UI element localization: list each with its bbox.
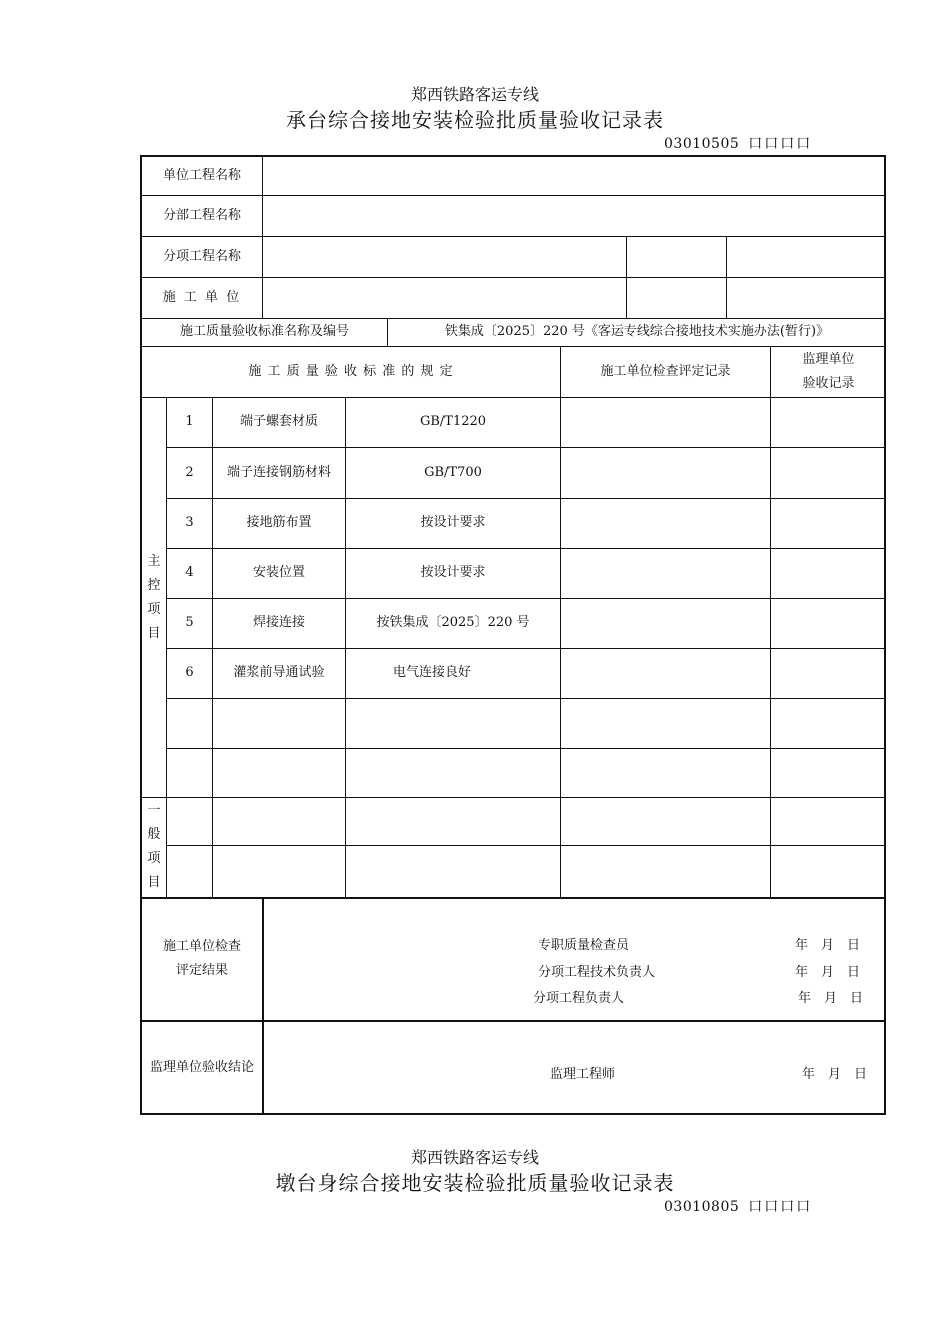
item-name: 端子连接钢筋材料 (226, 464, 331, 480)
item-standard: 按设计要求 (420, 515, 486, 530)
unit-project-field[interactable] (263, 157, 885, 195)
item-standard: GB/T700 (424, 464, 482, 480)
item-number: 6 (185, 665, 194, 680)
construction-unit-field[interactable] (263, 277, 625, 318)
subitem-project-field[interactable] (263, 236, 625, 277)
supervisor-conclusion-label: 监理单位验收结论 (149, 1059, 254, 1075)
form2-subtitle: 郑西铁路客运专线 (410, 1148, 539, 1167)
label-standard: 施工质量验收标准名称及编号 (179, 324, 349, 339)
item-number: 1 (185, 414, 194, 429)
header-criteria: 施 工 质 量 验 收 标 准 的 规 定 (248, 363, 454, 379)
item-number: 2 (185, 464, 194, 480)
form2-title: 墩台身综合接地安装检验批质量验收记录表 (275, 1171, 675, 1195)
general-label-char: 项 (147, 851, 161, 866)
label-subitem-project: 分项工程名称 (162, 248, 241, 264)
form1-code-boxes: 口口口口 (748, 136, 813, 152)
subitem-lead-label: 分项工程负责人 (533, 991, 625, 1006)
label-unit-project: 单位工程名称 (162, 168, 241, 183)
label-division-project: 分部工程名称 (162, 207, 241, 223)
form2-code-number: 03010805 (664, 1199, 740, 1215)
item-name: 端子螺套材质 (239, 414, 318, 429)
item-standard: 按铁集成〔2025〕220 号 (376, 615, 530, 630)
form2-code (664, 1196, 812, 1216)
general-label-char: 一 (147, 803, 161, 818)
supervising-engineer-label: 监理工程师 (550, 1067, 616, 1082)
item-name: 接地筋布置 (246, 515, 312, 530)
subitem-lead-date: 年 月 日 (798, 991, 864, 1006)
header-supervisor-record-line2: 验收记录 (802, 375, 855, 391)
item-standard: 电气连接良好 (392, 665, 471, 680)
item-number: 3 (185, 515, 194, 530)
general-items-label (142, 799, 166, 895)
standard-value: 铁集成〔2025〕220 号《客运专线综合接地技术实施办法(暂行)》 (444, 324, 830, 339)
contractor-result-label-line2: 评定结果 (175, 962, 228, 978)
supervising-engineer-date: 年 月 日 (802, 1067, 868, 1082)
header-supervisor-record (771, 346, 886, 397)
technical-lead-date: 年 月 日 (795, 965, 861, 980)
item-standard: GB/T1220 (419, 414, 487, 429)
item-name: 灌浆前导通试验 (233, 665, 325, 680)
form1-code-number: 03010505 (664, 136, 740, 152)
main-label-char: 控 (147, 578, 161, 593)
general-label-char: 目 (147, 875, 161, 890)
contractor-result-label-line1: 施工单位检查 (162, 938, 241, 954)
header-supervisor-record-line1: 监理单位 (802, 351, 855, 367)
header-contractor-record: 施工单位检查评定记录 (600, 363, 731, 379)
item-standard: 按设计要求 (420, 565, 486, 580)
item-number: 5 (185, 615, 194, 630)
main-label-char: 主 (147, 554, 161, 569)
form1-subtitle: 郑西铁路客运专线 (410, 85, 539, 104)
quality-inspector-date: 年 月 日 (795, 938, 861, 953)
general-label-char: 般 (147, 827, 161, 842)
main-control-items-label (142, 550, 166, 646)
form1-code (664, 133, 812, 153)
item-number: 4 (185, 565, 194, 580)
form1-title: 承台综合接地安装检验批质量验收记录表 (286, 108, 664, 132)
division-project-field[interactable] (263, 195, 885, 236)
item-name: 安装位置 (252, 565, 305, 580)
main-label-char: 项 (147, 602, 161, 617)
form1-table (140, 155, 886, 1115)
technical-lead-label: 分项工程技术负责人 (538, 965, 656, 980)
item-name: 焊接连接 (252, 615, 305, 630)
form2-code-boxes: 口口口口 (748, 1199, 813, 1215)
quality-inspector-label: 专职质量检查员 (538, 938, 630, 953)
contractor-result-label (142, 897, 262, 1020)
label-construction-unit: 施 工 单 位 (162, 289, 242, 305)
main-label-char: 目 (147, 626, 161, 641)
